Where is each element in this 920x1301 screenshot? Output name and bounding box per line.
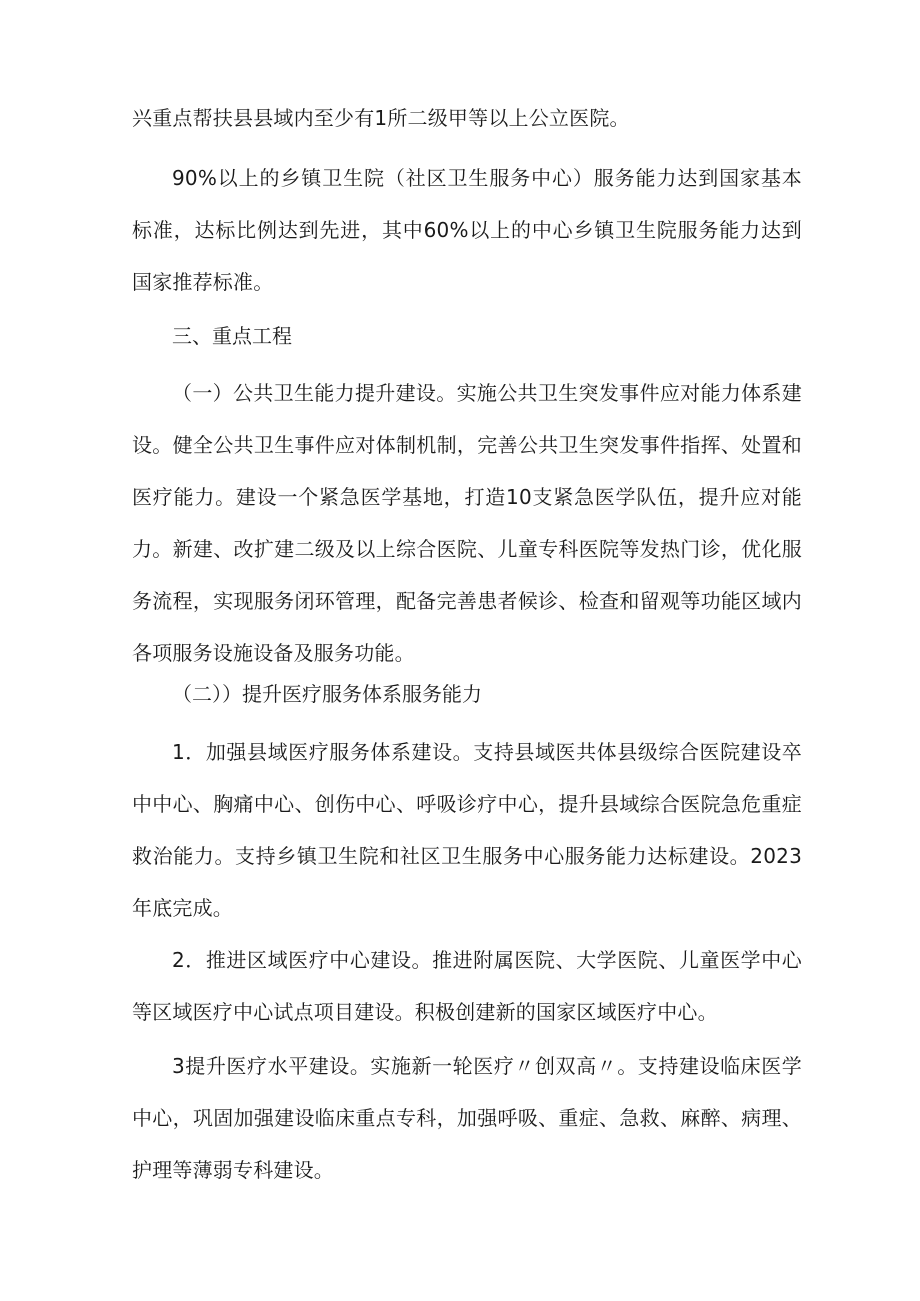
section-heading-key-projects: 三、重点工程 [172,324,292,348]
paragraph-county-medical-system: 1．加强县域医疗服务体系建设。支持县域医共体县级综合医院建设卒中中心、胸痛中心、创伤中心、呼吸诊疗中心，提升县域综合医院急危重症救治能力。支持乡镇卫生院和社区卫生服务中心服务能力达标建设。2023年底完成。 [132,740,802,920]
paragraph-township-health: 90%以上的乡镇卫生院（社区卫生服务中心）服务能力达到国家基本标准，达标比例达到先进，其中60%以上的中心乡镇卫生院服务能力达到国家推荐标准。 [132,166,802,294]
paragraph-county-hospital: 兴重点帮扶县县域内至少有1所二级甲等以上公立医院。 [132,106,630,130]
paragraph-regional-medical-center: 2．推进区域医疗中心建设。推进附属医院、大学医院、儿童医学中心等区域医疗中心试点项目建设。积极创建新的国家区域医疗中心。 [132,948,802,1024]
paragraph-medical-level: 3提升医疗水平建设。实施新一轮医疗〃创双高〃。支持建设临床医学中心，巩固加强建设临床重点专科，加强呼吸、重症、急救、麻醉、病理、护理等薄弱专科建设。 [132,1054,802,1182]
paragraph-public-health: （一）公共卫生能力提升建设。实施公共卫生突发事件应对能力体系建设。健全公共卫生事件应对体制机制，完善公共卫生突发事件指挥、处置和医疗能力。建设一个紧急医学基地，打造10支紧急医学队伍，提升应对能力。新建、改扩建二级及以上综合医院、儿童专科医院等发热门诊，优化服务流程，实现服务闭环管理，配备完善患者候诊、检查和留观等功能区域内各项服务设施设备及服务功能。 [132,381,802,665]
subsection-heading-medical-service: （二））提升医疗服务体系服务能力 [172,682,482,706]
